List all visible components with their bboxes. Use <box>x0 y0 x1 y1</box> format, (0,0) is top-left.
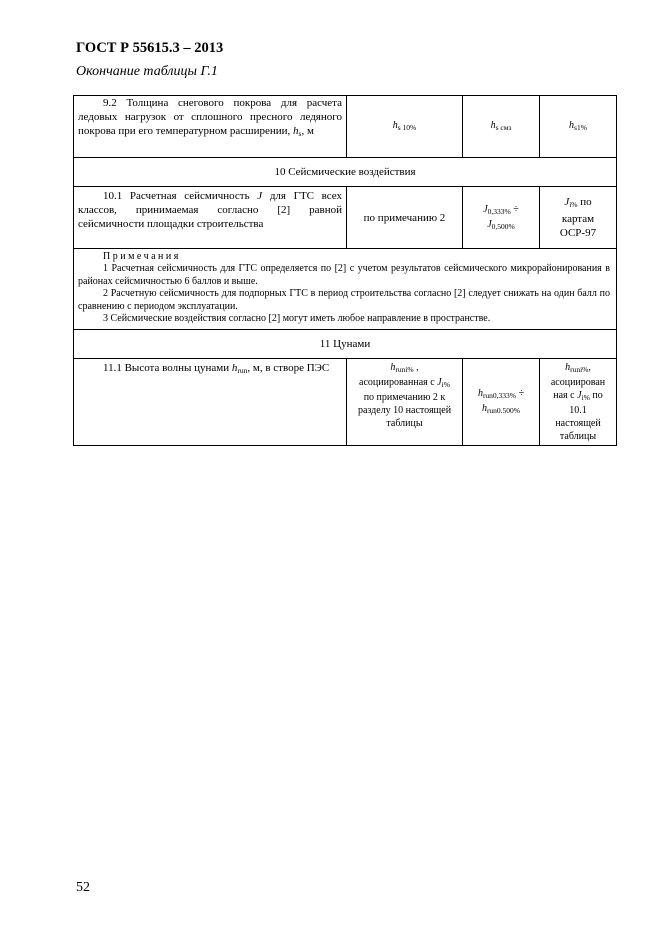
table-row-9-2 <box>74 96 617 158</box>
table-row-11-1 <box>74 359 617 446</box>
row-9-2-value-1: $h_{s 10\%}$ <box>347 96 463 158</box>
loads-table <box>73 95 617 446</box>
row-10-1-value-1: по примечанию 2 <box>347 187 463 249</box>
table-row-10-1 <box>74 187 617 249</box>
row-9-2-value-2: $h_{s смз}$ <box>463 96 540 158</box>
notes-cell <box>74 249 617 330</box>
note-3: 3 Сейсмические воздействия согласно [2] могут иметь любое направление в пространстве. <box>103 313 491 325</box>
row-11-1-value-3: $h_{runi\%}$, асоциирован ная с $J_{i\%}$ по 10.1 настоящей таблицы <box>540 359 617 446</box>
notes-title: Примечания <box>103 251 181 262</box>
page-number: 52 <box>76 880 90 895</box>
row-9-2-description: 9.2 Толщина снегового покрова для расчета ледовых нагрузок от сплошного пресного ледяного покрова при его температурном расширении, $h_s$, м <box>74 96 347 158</box>
table-caption: Окончание таблицы Г.1 <box>76 64 218 79</box>
row-11-1-value-2: $h_{run0,333\%}$ ÷ $h_{run0.500\%}$ <box>463 359 540 446</box>
section-title-11: 11 Цунами <box>74 330 617 359</box>
note-2: 2 Расчетную сейсмичность для подпорных ГТС в период строительства согласно [2] следует снижать на один балл по сравнению с периодом эксплуатации. <box>78 288 610 312</box>
row-10-1-description: 10.1 Расчетная сейсмичность J для ГТС всех классов, принимаемая согласно [2] равной сейсмичности площадки строительства <box>74 187 347 249</box>
row-10-1-value-3: $J_{i\%}$ по картам ОСР-97 <box>540 187 617 249</box>
row-11-1-description: 11.1 Высота волны цунами $h_{run}$, м, в створе ПЭС <box>74 359 347 446</box>
document-code: ГОСТ Р 55615.3 – 2013 <box>76 40 224 56</box>
section-header-10 <box>74 158 617 187</box>
note-1: 1 Расчетная сейсмичность для ГТС определяется по [2] с учетом результатов сейсмического микрорайонирования в районах сейсмичностью 6 баллов и выше. <box>78 263 610 287</box>
row-11-1-value-1: $h_{runi\%}$ , асоциированная с $J_{i\%}$ по примечанию 2 к разделу 10 настоящей таблицы <box>347 359 463 446</box>
row-9-2-value-3: $h_{s1\%}$ <box>540 96 617 158</box>
section-title-10: 10 Сейсмические воздействия <box>74 158 617 187</box>
section-header-11 <box>74 330 617 359</box>
row-10-1-value-2: $J_{0,333\%}$ ÷ $J_{0,500\%}$ <box>463 187 540 249</box>
notes-row <box>74 249 617 330</box>
